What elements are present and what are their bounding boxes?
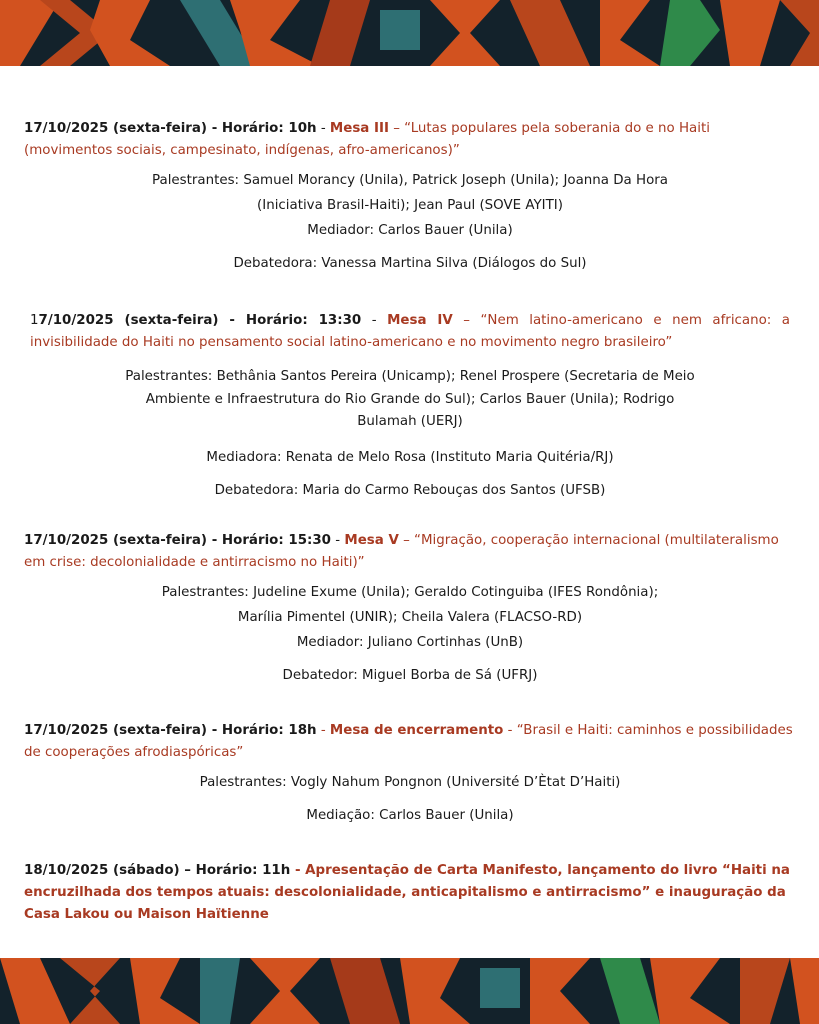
session-mesa-iv (30, 310, 790, 354)
session-mesa-v (24, 530, 796, 688)
session-mesa: Mesa III (329, 121, 389, 136)
separator-dash: – (388, 121, 405, 136)
speakers-line: Palestrantes: Vogly Nahum Pongnon (Université D’Ètat D’Haiti) (199, 775, 621, 790)
top-decorative-banner (0, 0, 819, 66)
separator: - (361, 313, 388, 328)
separator-dash: - (503, 723, 517, 738)
session-mesa: Mesa V (344, 533, 399, 548)
mediator-line: Mediador: Juliano Cortinhas (UnB) (296, 635, 524, 650)
separator: - (290, 863, 306, 878)
session-title: “Nem latino-americano e nem africano: a invisibilidade do Haiti no pensamento social latino-americano e no movimento negro brasileiro” (30, 313, 791, 350)
session-date: 17/10/2025 (sexta-feira) - Horário: 10h (24, 121, 317, 136)
debater-line: Debatedora: Maria do Carmo Rebouças dos Santos (UFSB) (214, 483, 606, 498)
session-title: “Migração, cooperação internacional (multilateralismo em crise: decolonialidade e antirracismo no Haiti)” (24, 533, 779, 570)
session-mesa-iii (24, 118, 796, 276)
separator: - (331, 533, 345, 548)
session-mesa: Mesa de encerramento (329, 723, 504, 738)
session-mesa-iv-details (24, 364, 796, 503)
session-date: 17/10/2025 (sexta-feira) - Horário: 15:30 (24, 533, 332, 548)
mediator-line: Mediador: Carlos Bauer (Unila) (307, 223, 513, 238)
session-date-lead: 1 (30, 313, 39, 328)
speakers-line: (Iniciativa Brasil-Haiti); Jean Paul (SOVE AYITI) (257, 198, 563, 213)
pattern-graphic (0, 958, 819, 1024)
speakers-line: Ambiente e Infraestrutura do Rio Grande do Sul); Carlos Bauer (Unila); Rodrigo (145, 392, 675, 407)
mediation-line: Mediação: Carlos Bauer (Unila) (306, 808, 514, 823)
speakers-line: Palestrantes: Judeline Exume (Unila); Geraldo Cotinguiba (IFES Rondônia); (161, 585, 659, 600)
session-encerramento-final (24, 860, 796, 926)
session-title: “Lutas populares pela soberania do e no Haiti (movimentos sociais, campesinato, indígenas, afro-americanos)” (24, 121, 710, 158)
speakers-line: Bulamah (UERJ) (357, 414, 463, 429)
speakers-line: Palestrantes: Bethânia Santos Pereira (Unicamp); Renel Prospere (Secretaria de Meio (125, 369, 695, 384)
session-title: Apresentação de Carta Manifesto, lançamento do livro “Haiti na encruzilhada dos tempos atuais: descolonialidade, anticapitalismo e antirracismo” e inauguração da Casa Lakou ou Maison Haïtienne (24, 863, 790, 922)
pattern-graphic (0, 0, 819, 66)
schedule-content (0, 66, 819, 958)
debater-line: Debatedora: Vanessa Martina Silva (Diálogos do Sul) (233, 256, 587, 271)
separator: - (316, 121, 330, 136)
session-date: 17/10/2025 (sexta-feira) - Horário: 18h (24, 723, 317, 738)
mediator-line: Mediadora: Renata de Melo Rosa (Instituto Maria Quitéria/RJ) (206, 450, 614, 465)
session-title: “Brasil e Haiti: caminhos e possibilidades de cooperações afrodiaspóricas” (24, 723, 793, 760)
session-date: 18/10/2025 (sábado) – Horário: 11h (24, 863, 291, 878)
separator-dash: – (398, 533, 415, 548)
session-date: 7/10/2025 (sexta-feira) - Horário: 13:30 (38, 313, 362, 328)
speakers-line: Palestrantes: Samuel Morancy (Unila), Patrick Joseph (Unila); Joanna Da Hora (152, 173, 668, 188)
session-mesa: Mesa IV (387, 313, 453, 328)
session-mesa-encerramento (24, 720, 796, 828)
speakers-line: Marília Pimentel (UNIR); Cheila Valera (FLACSO-RD) (237, 610, 583, 625)
bottom-decorative-banner (0, 958, 819, 1024)
separator: - (316, 723, 330, 738)
separator-dash: – (452, 313, 481, 328)
debater-line: Debatedor: Miguel Borba de Sá (UFRJ) (282, 668, 538, 683)
